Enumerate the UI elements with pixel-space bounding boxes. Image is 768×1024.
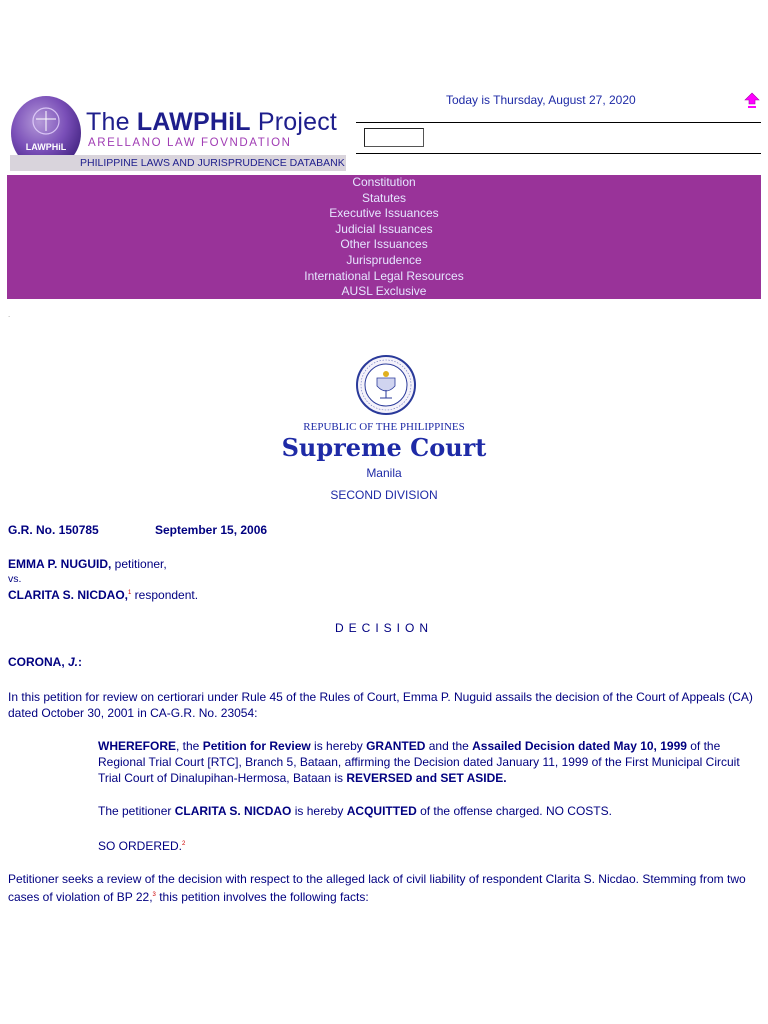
case-number: G.R. No. 150785 <box>8 523 99 537</box>
petitioner-line: EMMA P. NUGUID, petitioner, <box>8 557 167 571</box>
footnote-link-1[interactable]: 1 <box>128 590 132 596</box>
stray-mark: . <box>8 310 11 319</box>
databank-label: PHILIPPINE LAWS AND JURISPRUDENCE DATABANK <box>80 157 345 169</box>
ponente: CORONA, J.: <box>8 655 83 669</box>
nav-item-executive-issuances[interactable]: Executive Issuances <box>329 206 439 221</box>
main-nav <box>7 175 761 299</box>
nav-item-ausl-exclusive[interactable]: AUSL Exclusive <box>341 284 427 299</box>
supreme-court-seal-icon <box>355 354 417 416</box>
today-date: Today is Thursday, August 27, 2020 <box>446 93 636 107</box>
paragraph-facts-intro: Petitioner seeks a review of the decision with respect to the alleged lack of civil liability of respondent Clarita S. Nicdao. Stemming from two cases of violation of BP 22,$^3$ this petition involves the following facts: <box>8 872 746 904</box>
decision-heading: DECISION <box>334 621 433 635</box>
case-date: September 15, 2006 <box>155 523 268 537</box>
court-division: SECOND DIVISION <box>330 488 438 502</box>
quoted-dispositive: WHEREFORE, the Petition for Review is hereby GRANTED and the Assailed Decision dated May 10, 1999 of the Regional Trial Court [RTC], Branch 5, Bataan, affirming the Decision dated January 11, 1999 of the First Municipal Circuit Trial Court of Dinalupihan-Hermosa, Bataan is REVERSED and SET ASIDE. <box>98 739 740 785</box>
nav-item-statutes[interactable]: Statutes <box>361 190 407 205</box>
petitioner-name: EMMA P. NUGUID, <box>8 557 112 571</box>
paragraph-intro: In this petition for review on certiorari under Rule 45 of the Rules of Court, Emma P. Nuguid assails the decision of the Court of Appeals (CA) dated October 30, 2001 in CA-G.R. No. 23054: <box>8 690 753 720</box>
foundation-name: ARELLANO LAW FOVNDATION <box>88 137 292 149</box>
search-input[interactable] <box>364 128 424 147</box>
nav-item-other-issuances[interactable]: Other Issuances <box>340 237 428 252</box>
nav-item-jurisprudence[interactable]: Jurisprudence <box>346 252 422 267</box>
respondent-line: CLARITA S. NICDAO,$^1$ respondent. <box>8 588 199 602</box>
footnote-link-2[interactable]: 2 <box>182 841 186 847</box>
versus-label: vs. <box>8 573 22 585</box>
nav-item-constitution[interactable]: Constitution <box>352 175 416 189</box>
quoted-so-ordered: SO ORDERED.$^2$ <box>98 839 186 853</box>
header-divider-top <box>356 122 761 123</box>
court-name: Supreme Court <box>281 433 487 462</box>
quoted-acquittal: The petitioner CLARITA S. NICDAO is hereby ACQUITTED of the offense charged. NO COSTS. <box>98 804 612 818</box>
header-divider-bottom <box>356 153 761 154</box>
court-city: Manila <box>366 466 402 480</box>
nav-item-judicial-issuances[interactable]: Judicial Issuances <box>335 221 433 236</box>
footnote-link-3[interactable]: 3 <box>152 892 156 898</box>
site-title: The LAWPHiL Project <box>86 108 338 136</box>
home-arrow-icon[interactable] <box>744 92 760 109</box>
respondent-name: CLARITA S. NICDAO, <box>8 588 128 602</box>
nav-item-international-legal-resources[interactable]: International Legal Resources <box>304 268 464 283</box>
svg-text:LAWPHiL: LAWPHiL <box>25 142 67 152</box>
republic-label: REPUBLIC OF THE PHILIPPINES <box>303 421 465 433</box>
